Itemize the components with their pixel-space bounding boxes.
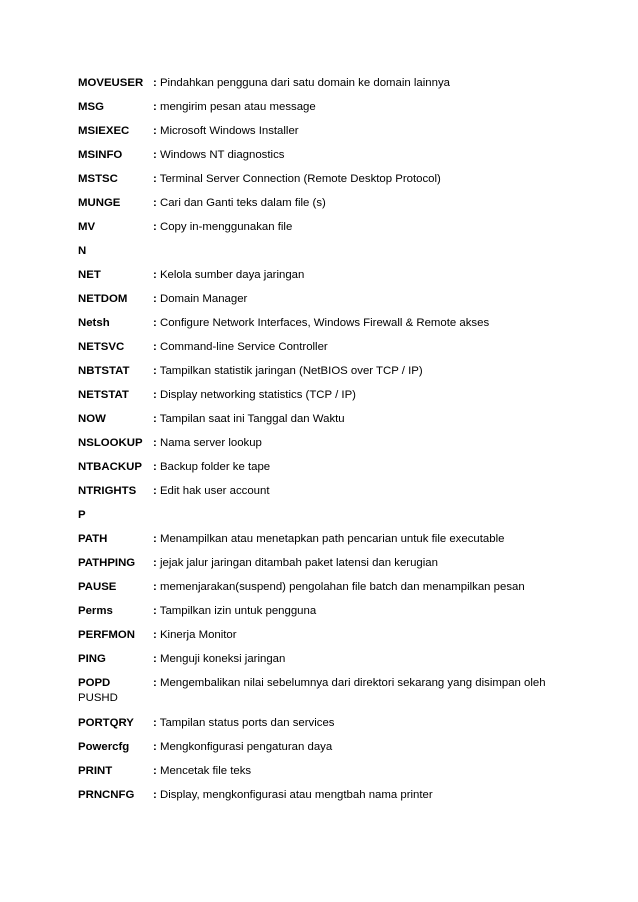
- command-description: [153, 716, 335, 730]
- command-continuation: PUSHD: [78, 692, 118, 704]
- separator-colon: :: [153, 389, 157, 401]
- separator-colon: :: [153, 365, 157, 377]
- description-text: Cari dan Ganti teks dalam file (s): [156, 197, 326, 209]
- command-description: [153, 676, 546, 690]
- description-text: Tampilkan izin untuk pengguna: [156, 605, 317, 617]
- description-text: mengirim pesan atau message: [156, 101, 316, 113]
- description-text: Kinerja Monitor: [156, 629, 237, 641]
- description-text: Mencetak file teks: [156, 765, 252, 777]
- separator-colon: :: [153, 653, 157, 665]
- command-name: NBTSTAT: [78, 365, 130, 377]
- command-description: [153, 364, 423, 378]
- command-description: [153, 388, 356, 402]
- command-description: [153, 76, 450, 90]
- description-text: Menampilkan atau menetapkan path pencarian untuk file executable: [156, 533, 505, 545]
- separator-colon: :: [153, 629, 157, 641]
- separator-colon: :: [153, 605, 157, 617]
- command-name: Netsh: [78, 317, 110, 329]
- command-name: NETDOM: [78, 293, 128, 305]
- separator-colon: :: [153, 677, 157, 689]
- separator-colon: :: [153, 413, 157, 425]
- command-description: [153, 740, 332, 754]
- command-name: PING: [78, 653, 106, 665]
- description-text: Tampilkan statistik jaringan (NetBIOS over TCP / IP): [156, 365, 423, 377]
- command-description: [153, 652, 285, 666]
- separator-colon: :: [153, 717, 157, 729]
- command-description: [153, 124, 299, 138]
- command-name: POPD: [78, 677, 111, 689]
- command-description: [153, 532, 504, 546]
- description-text: Tampilan saat ini Tanggal dan Waktu: [156, 413, 345, 425]
- command-name: NET: [78, 269, 101, 281]
- command-description: [153, 460, 270, 474]
- separator-colon: :: [153, 125, 157, 137]
- command-description: [153, 316, 489, 330]
- separator-colon: :: [153, 533, 157, 545]
- description-text: Display, mengkonfigurasi atau mengtbah nama printer: [156, 789, 433, 801]
- command-name: PAUSE: [78, 581, 117, 593]
- command-name: MUNGE: [78, 197, 121, 209]
- command-name: NETSVC: [78, 341, 125, 353]
- command-name: N: [78, 245, 87, 257]
- description-text: Windows NT diagnostics: [156, 149, 285, 161]
- description-text: Pindahkan pengguna dari satu domain ke domain lainnya: [156, 77, 450, 89]
- command-description: [153, 100, 316, 114]
- command-description: [153, 764, 251, 778]
- command-name: NTRIGHTS: [78, 485, 137, 497]
- command-description: [153, 220, 292, 234]
- separator-colon: :: [153, 557, 157, 569]
- command-name: NETSTAT: [78, 389, 129, 401]
- separator-colon: :: [153, 765, 157, 777]
- command-name: NSLOOKUP: [78, 437, 143, 449]
- description-text: Backup folder ke tape: [156, 461, 271, 473]
- command-name: P: [78, 509, 86, 521]
- separator-colon: :: [153, 77, 157, 89]
- description-text: Terminal Server Connection (Remote Desktop Protocol): [156, 173, 441, 185]
- separator-colon: :: [153, 317, 157, 329]
- description-text: Nama server lookup: [156, 437, 262, 449]
- command-name: Perms: [78, 605, 113, 617]
- separator-colon: :: [153, 221, 157, 233]
- command-description: [153, 628, 237, 642]
- command-name: NTBACKUP: [78, 461, 142, 473]
- command-name: MV: [78, 221, 96, 233]
- command-description: [153, 556, 438, 570]
- separator-colon: :: [153, 173, 157, 185]
- command-description: [153, 412, 345, 426]
- description-text: jejak jalur jaringan ditambah paket latensi dan kerugian: [156, 557, 438, 569]
- command-description: [153, 196, 326, 210]
- separator-colon: :: [153, 293, 157, 305]
- description-text: Kelola sumber daya jaringan: [156, 269, 305, 281]
- description-text: Microsoft Windows Installer: [156, 125, 299, 137]
- command-description: [153, 604, 316, 618]
- separator-colon: :: [153, 461, 157, 473]
- separator-colon: :: [153, 581, 157, 593]
- command-description: [153, 788, 433, 802]
- separator-colon: :: [153, 149, 157, 161]
- command-name: PATH: [78, 533, 108, 545]
- separator-colon: :: [153, 101, 157, 113]
- command-description: [153, 580, 525, 594]
- description-text: Domain Manager: [156, 293, 248, 305]
- command-name: PORTQRY: [78, 717, 134, 729]
- separator-colon: :: [153, 789, 157, 801]
- description-text: memenjarakan(suspend) pengolahan file batch dan menampilkan pesan: [156, 581, 525, 593]
- command-description: [153, 484, 270, 498]
- command-name: MSTSC: [78, 173, 118, 185]
- command-description: [153, 268, 304, 282]
- command-name: NOW: [78, 413, 106, 425]
- command-description: [153, 340, 328, 354]
- separator-colon: :: [153, 341, 157, 353]
- description-text: Menguji koneksi jaringan: [156, 653, 286, 665]
- command-name: MSG: [78, 101, 104, 113]
- command-name: PERFMON: [78, 629, 135, 641]
- command-description: [153, 148, 284, 162]
- command-name: PRINT: [78, 765, 113, 777]
- description-text: Mengkonfigurasi pengaturan daya: [156, 741, 333, 753]
- command-name: MSINFO: [78, 149, 123, 161]
- command-name: PATHPING: [78, 557, 136, 569]
- description-text: Edit hak user account: [156, 485, 270, 497]
- separator-colon: :: [153, 197, 157, 209]
- separator-colon: :: [153, 485, 157, 497]
- separator-colon: :: [153, 741, 157, 753]
- separator-colon: :: [153, 437, 157, 449]
- description-text: Copy in-menggunakan file: [156, 221, 293, 233]
- command-name: MSIEXEC: [78, 125, 130, 137]
- command-description: [153, 292, 247, 306]
- description-text: Command-line Service Controller: [156, 341, 328, 353]
- description-text: Display networking statistics (TCP / IP): [156, 389, 356, 401]
- separator-colon: :: [153, 269, 157, 281]
- description-text: Tampilan status ports dan services: [156, 717, 335, 729]
- command-description: [153, 172, 441, 186]
- command-name: Powercfg: [78, 741, 130, 753]
- description-text: Configure Network Interfaces, Windows Firewall & Remote akses: [156, 317, 490, 329]
- command-name: MOVEUSER: [78, 77, 144, 89]
- command-name: PRNCNFG: [78, 789, 135, 801]
- description-text: Mengembalikan nilai sebelumnya dari direktori sekarang yang disimpan oleh: [156, 677, 546, 689]
- command-description: [153, 436, 262, 450]
